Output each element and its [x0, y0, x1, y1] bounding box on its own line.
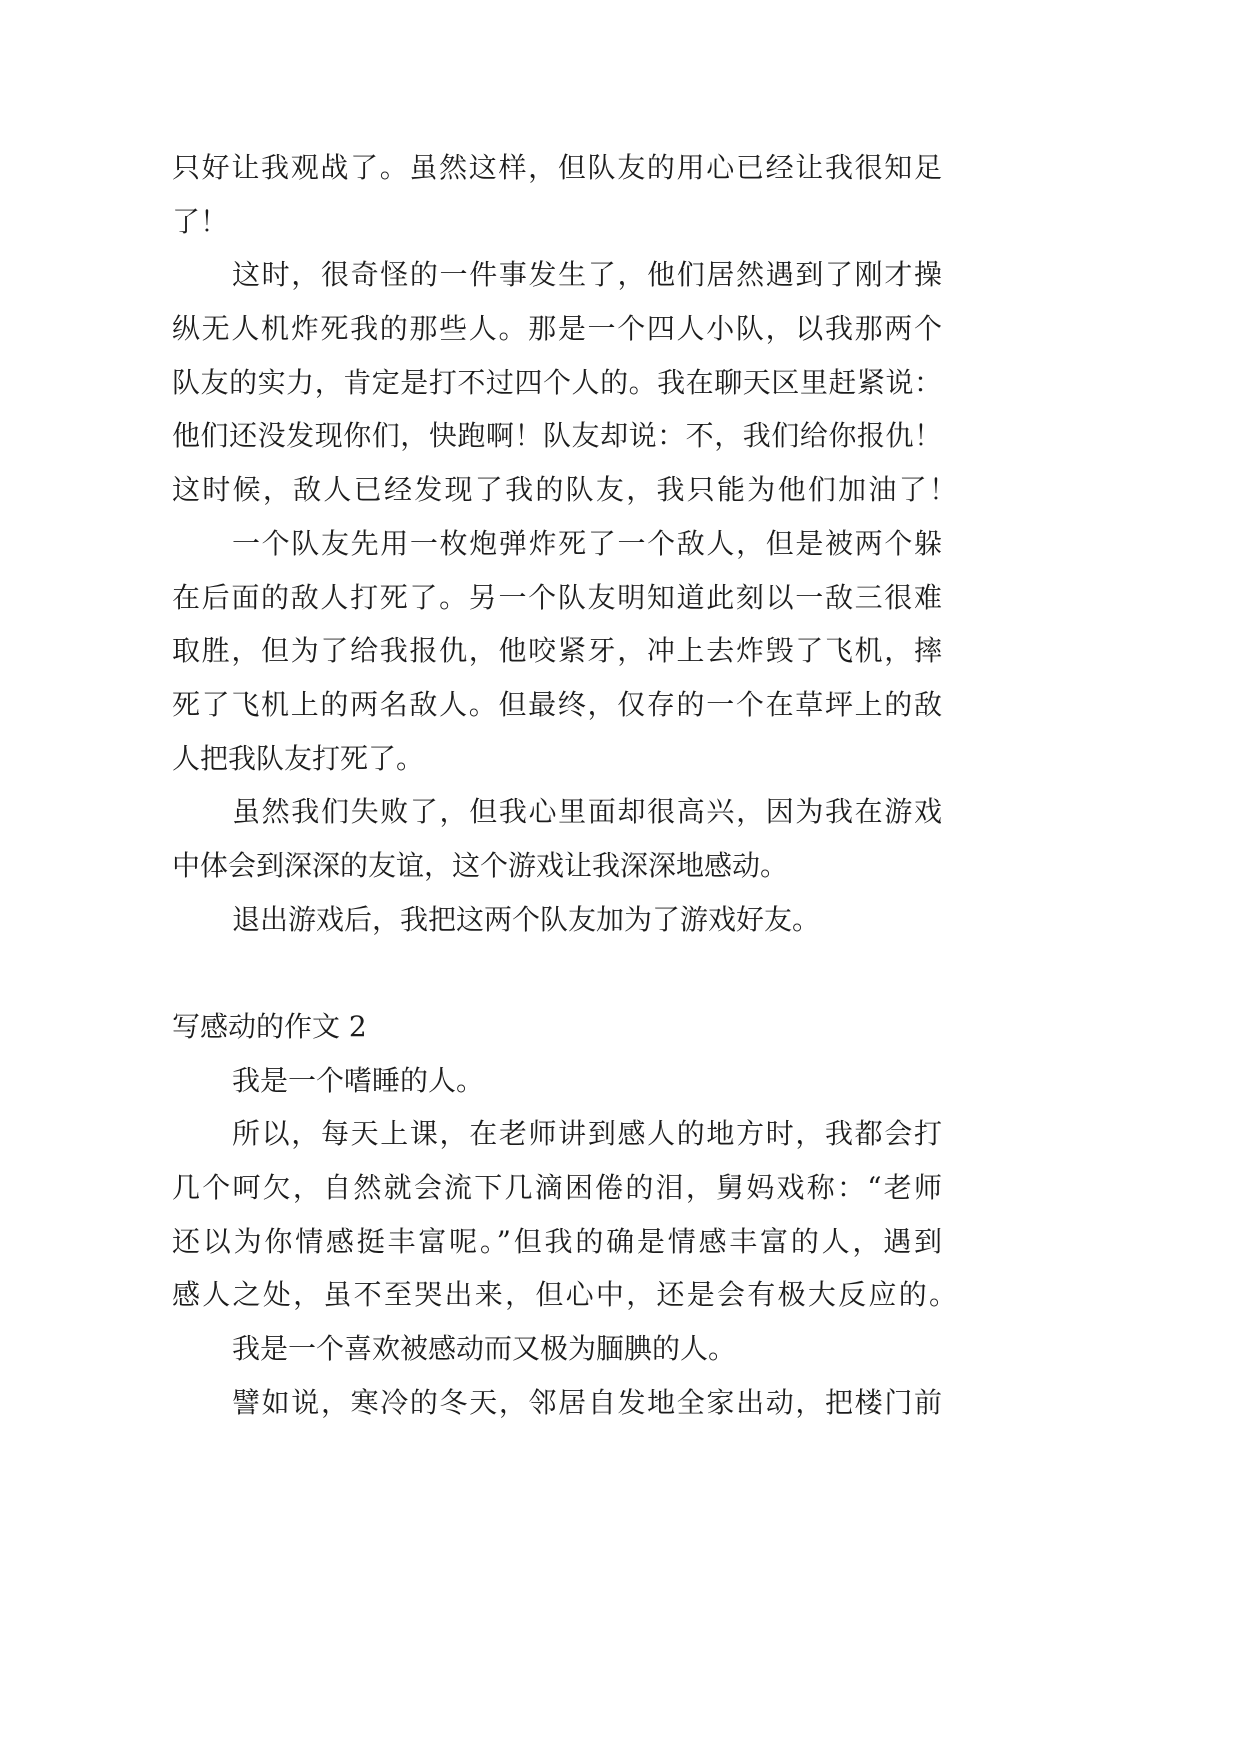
- text-line: 几个呵欠，自然就会流下几滴困倦的泪，舅妈戏称：“老师: [172, 1171, 942, 1205]
- text-line: 退出游戏后，我把这两个队友加为了游戏好友。: [232, 902, 821, 936]
- text-line: 了！: [172, 204, 229, 238]
- text-line: 他们还没发现你们，快跑啊！队友却说：不，我们给你报仇！: [172, 419, 942, 453]
- text-line: 死了飞机上的两名敌人。但最终，仅存的一个在草坪上的敌: [172, 687, 942, 721]
- essay-title: 写感动的作文 2: [172, 1010, 367, 1043]
- text-line: 只好让我观战了。虽然这样，但队友的用心已经让我很知足: [172, 151, 942, 184]
- text-line: 这时，很奇怪的一件事发生了，他们居然遇到了刚才操: [232, 258, 942, 292]
- paragraph: [172, 141, 962, 248]
- text-line: 譬如说，寒冷的冬天，邻居自发地全家出动，把楼门前: [232, 1385, 942, 1419]
- text-line: 这时候，敌人已经发现了我的队友，我只能为他们加油了！: [172, 473, 957, 507]
- text-line: 在后面的敌人打死了。另一个队友明知道此刻以一敌三很难: [172, 580, 942, 614]
- text-line: 我是一个喜欢被感动而又极为腼腆的人。: [232, 1332, 737, 1366]
- text-line: 我是一个嗜睡的人。: [232, 1063, 485, 1097]
- text-line: 取胜，但为了给我报仇，他咬紧牙，冲上去炸毁了飞机，摔: [172, 634, 942, 668]
- text-line: 还以为你情感挺丰富呢。”但我的确是情感丰富的人，遇到: [172, 1224, 942, 1258]
- paragraph: [172, 1376, 962, 1430]
- text-line: 纵无人机炸死我的那些人。那是一个四人小队，以我那两个: [172, 312, 942, 346]
- paragraph: [172, 1107, 962, 1322]
- text-line: 队友的实力，肯定是打不过四个人的。我在聊天区里赶紧说：: [172, 365, 942, 399]
- document-page: [172, 141, 962, 1430]
- text-line: 虽然我们失败了，但我心里面却很高兴，因为我在游戏: [232, 795, 942, 829]
- paragraph: [172, 1322, 962, 1376]
- text-line: 中体会到深深的友谊，这个游戏让我深深地感动。: [172, 848, 789, 882]
- text-line: 感人之处，虽不至哭出来，但心中，还是会有极大反应的。: [172, 1278, 957, 1312]
- text-line: 所以，每天上课，在老师讲到感人的地方时，我都会打: [232, 1117, 942, 1151]
- paragraph: [172, 893, 962, 947]
- paragraph: [172, 785, 962, 892]
- paragraph: [172, 248, 962, 516]
- blank-line: [172, 946, 962, 1000]
- paragraph: [172, 1054, 962, 1108]
- text-line: 一个队友先用一枚炮弹炸死了一个敌人，但是被两个躲: [232, 526, 942, 560]
- paragraph: [172, 517, 962, 785]
- text-line: 人把我队友打死了。: [172, 741, 425, 775]
